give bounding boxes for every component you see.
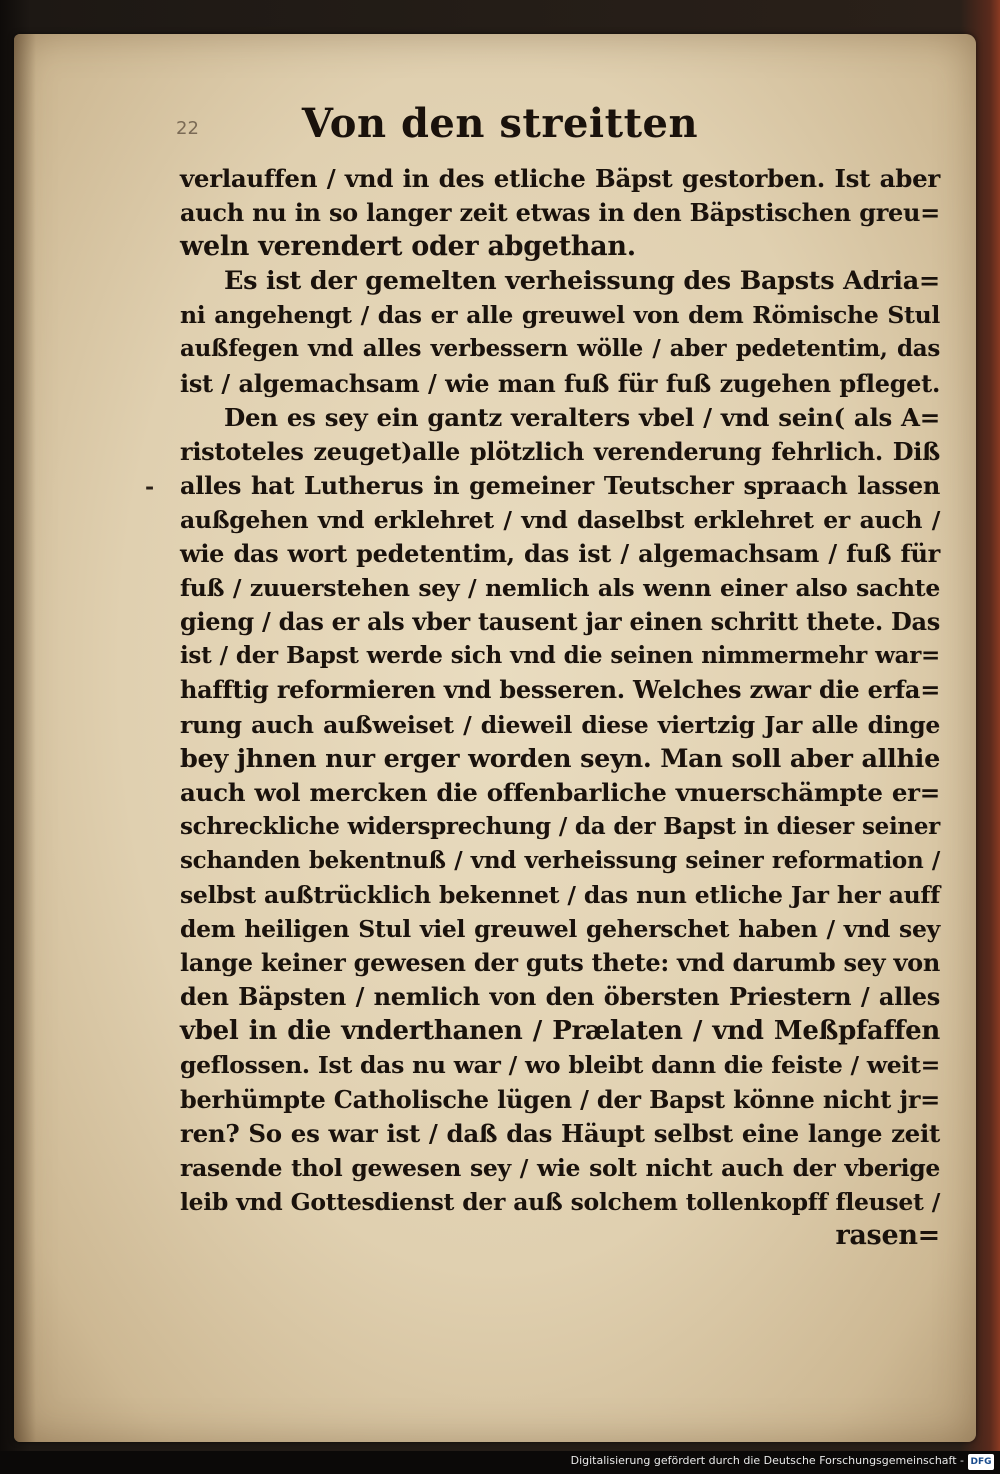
text-line: weln verendert oder abgethan. [180, 231, 636, 263]
text-line: Den es sey ein gantz veralters vbel / vnd sein( als A= [224, 402, 940, 432]
text-line: lange keiner gewesen der guts thete: vnd darumb sey von [180, 948, 940, 978]
text-line: berhümpte Catholische lügen / der Bapst könne nicht jr= [180, 1084, 940, 1114]
text-line: ist / algemachsam / wie man fuß für fuß zugehen pfleget. [180, 368, 940, 398]
text-line: selbst außtrücklich bekennet / das nun etliche Jar her auff [180, 880, 940, 909]
running-head: Von den streitten [301, 100, 699, 147]
text-line: geflossen. Ist das nu war / wo bleibt dann die feiste / weit= [180, 1051, 940, 1080]
text-line: fuß / zuuerstehen sey / nemlich als wenn einer also sachte [180, 574, 940, 603]
text-line: außgehen vnd erklehret / vnd daselbst erklehret er auch / [180, 505, 940, 534]
text-line: rung auch außweiset / dieweil diese viertzig Jar alle dinge [180, 710, 940, 739]
text-line: alles hat Lutherus in gemeiner Teutscher spraach lassen [180, 470, 940, 500]
text-line: vbel in die vnderthanen / Prælaten / vnd Meßpfaffen [180, 1016, 940, 1047]
text-line: verlauffen / vnd in des etliche Bäpst gestorben. Ist aber [180, 164, 940, 193]
text-line: Es ist der gemelten verheissung des Bapsts Adria= [224, 266, 940, 297]
text-line: auch wol mercken die offenbarliche vnuerschämpte er= [180, 777, 940, 807]
text-line: ristoteles zeuget)alle plötzlich verenderung fehrlich. Diß [180, 436, 940, 466]
footer-credit: Digitalisierung gefördert durch die Deutsche Forschungsgemeinschaft - [570, 1454, 964, 1467]
corner-mark: 22 [176, 118, 199, 139]
text-line: ren? So es war ist / daß das Häupt selbst eine lange zeit [180, 1118, 940, 1148]
text-line: bey jhnen nur erger worden seyn. Man soll aber allhie [180, 743, 940, 774]
text-line: schreckliche widersprechung / da der Bapst in dieser seiner [180, 812, 940, 840]
text-line: ni angehengt / das er alle greuwel von dem Römische Stul [180, 301, 940, 330]
text-line: gieng / das er als vber tausent jar einen schritt thete. Das [180, 607, 940, 637]
text-line: ist / der Bapst werde sich vnd die seinen nimmermehr war= [180, 642, 940, 670]
text-line: den Bäpsten / nemlich von den öbersten Priestern / alles [180, 982, 940, 1012]
body-text [180, 162, 940, 1253]
catchword: rasen= [835, 1219, 940, 1251]
text-line: dem heiligen Stul viel greuwel geherschet haben / vnd sey [180, 915, 940, 944]
margin-mark: - [145, 474, 155, 500]
text-line: schanden bekentnuß / vnd verheissung seiner reformation / [180, 846, 940, 874]
footer-bar [0, 1451, 1000, 1474]
text-line: außfegen vnd alles verbessern wölle / aber pedetentim, das [180, 335, 940, 363]
text-line: hafftig reformieren vnd besseren. Welches zwar die erfa= [180, 675, 940, 705]
text-line: wie das wort pedetentim, das ist / algemachsam / fuß für [180, 539, 940, 569]
text-line: auch nu in so langer zeit etwas in den Bäpstischen greu= [180, 198, 940, 228]
text-line: rasende thol gewesen sey / wie solt nicht auch der vberige [180, 1153, 940, 1182]
text-line: leib vnd Gottesdienst der auß solchem tollenkopff fleuset / [180, 1187, 940, 1216]
dfg-logo: DFG [968, 1454, 994, 1470]
page-gutter-shadow [14, 34, 36, 1442]
